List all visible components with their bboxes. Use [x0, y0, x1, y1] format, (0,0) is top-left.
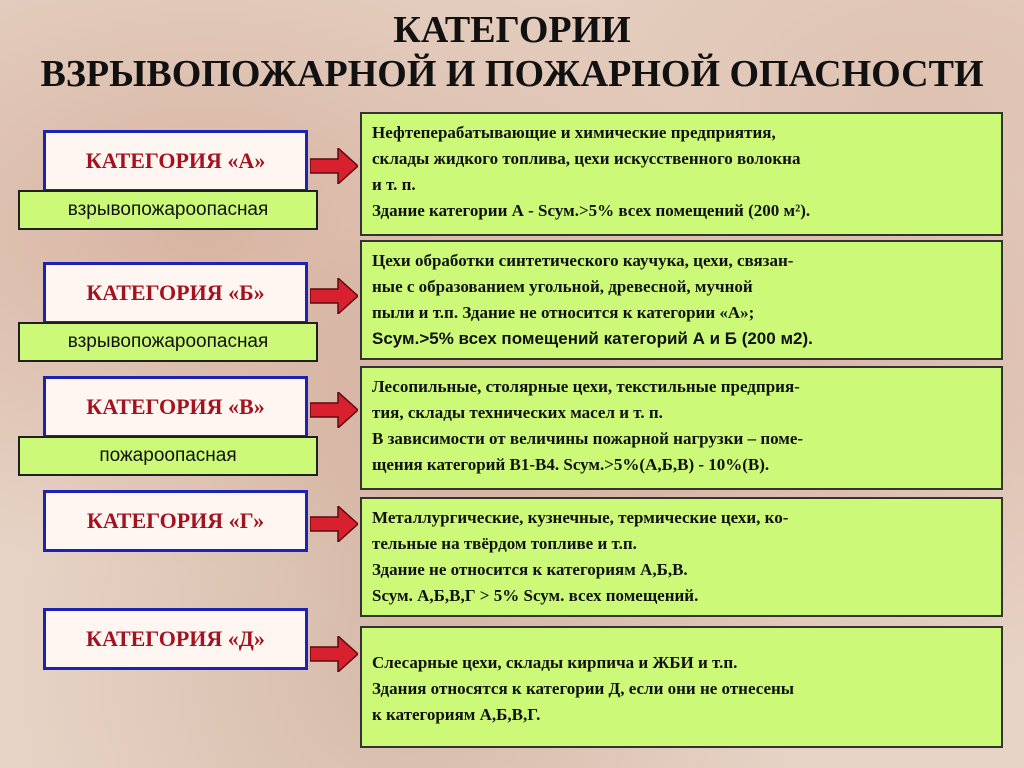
- title-line-1: КАТЕГОРИИ: [393, 9, 631, 51]
- category-b-hazard-tag: [18, 322, 318, 362]
- arrow-right-icon: [310, 636, 358, 672]
- category-a-hazard-text: взрывопожароопасная: [67, 199, 269, 220]
- category-v-label: КАТЕГОРИЯ «В»: [86, 394, 265, 419]
- page-title: [0, 8, 1024, 96]
- category-b-line-4: Sсум.>5% всех помещений категорий А и Б (200 м2).: [372, 329, 813, 348]
- category-a-hazard-tag: [18, 190, 318, 230]
- category-b-line-2: ные с образованием угольной, древесной, мучной: [372, 277, 753, 296]
- category-g-line-3: Здание не относится к категориям А,Б,В.: [372, 560, 688, 579]
- category-d-label: КАТЕГОРИЯ «Д»: [86, 626, 265, 651]
- category-v-description: [360, 366, 1003, 490]
- category-g-line-1: Металлургические, кузнечные, термические цехи, ко-: [372, 508, 789, 527]
- category-d-line-1: Слесарные цехи, склады кирпича и ЖБИ и т.п.: [372, 653, 738, 672]
- category-v-box: [43, 376, 308, 438]
- category-v-hazard-text: пожароопасная: [99, 445, 237, 466]
- category-g-box: [43, 490, 308, 552]
- category-v-hazard-tag: [18, 436, 318, 476]
- category-v-line-4: щения категорий В1-В4. Sсум.>5%(А,Б,В) - 10%(В).: [372, 455, 770, 474]
- category-a-line-1: Нефтеперабатывающие и химические предприятия,: [372, 123, 776, 142]
- category-b-line-3: пыли и т.п. Здание не относится к категории «А»;: [372, 303, 755, 322]
- category-g-line-4: Sсум. А,Б,В,Г > 5% Sсум. всех помещений.: [372, 586, 699, 605]
- category-a-line-2: склады жидкого топлива, цехи искусственного волокна: [372, 149, 801, 168]
- category-d-box: [43, 608, 308, 670]
- category-g-label: КАТЕГОРИЯ «Г»: [86, 508, 265, 533]
- category-a-box: [43, 130, 308, 192]
- category-v-line-1: Лесопильные, столярные цехи, текстильные предприя-: [372, 377, 800, 396]
- category-v-line-3: В зависимости от величины пожарной нагрузки – поме-: [372, 429, 804, 448]
- arrow-right-icon: [310, 392, 358, 428]
- arrow-right-icon: [310, 506, 358, 542]
- category-b-hazard-text: взрывопожароопасная: [67, 331, 269, 352]
- category-g-description: [360, 497, 1003, 617]
- category-b-label: КАТЕГОРИЯ «Б»: [86, 280, 265, 305]
- category-a-line-3: и т. п.: [372, 175, 416, 194]
- arrow-right-icon: [310, 278, 358, 314]
- category-b-line-1: Цехи обработки синтетического каучука, цехи, связан-: [372, 251, 794, 270]
- category-a-label: КАТЕГОРИЯ «А»: [85, 148, 266, 173]
- category-a-description: [360, 112, 1003, 236]
- category-a-line-4: Здание категории А - Sсум.>5% всех помещений (200 м²).: [372, 201, 811, 220]
- category-b-description: [360, 240, 1003, 360]
- category-v-line-2: тия, склады технических масел и т. п.: [372, 403, 663, 422]
- arrow-right-icon: [310, 148, 358, 184]
- category-b-box: [43, 262, 308, 324]
- title-line-2: ВЗРЫВОПОЖАРНОЙ И ПОЖАРНОЙ ОПАСНОСТИ: [40, 53, 984, 95]
- category-d-description: [360, 626, 1003, 748]
- category-d-line-3: к категориям А,Б,В,Г.: [372, 705, 541, 724]
- category-d-line-2: Здания относятся к категории Д, если они не отнесены: [372, 679, 795, 698]
- category-g-line-2: тельные на твёрдом топливе и т.п.: [372, 534, 637, 553]
